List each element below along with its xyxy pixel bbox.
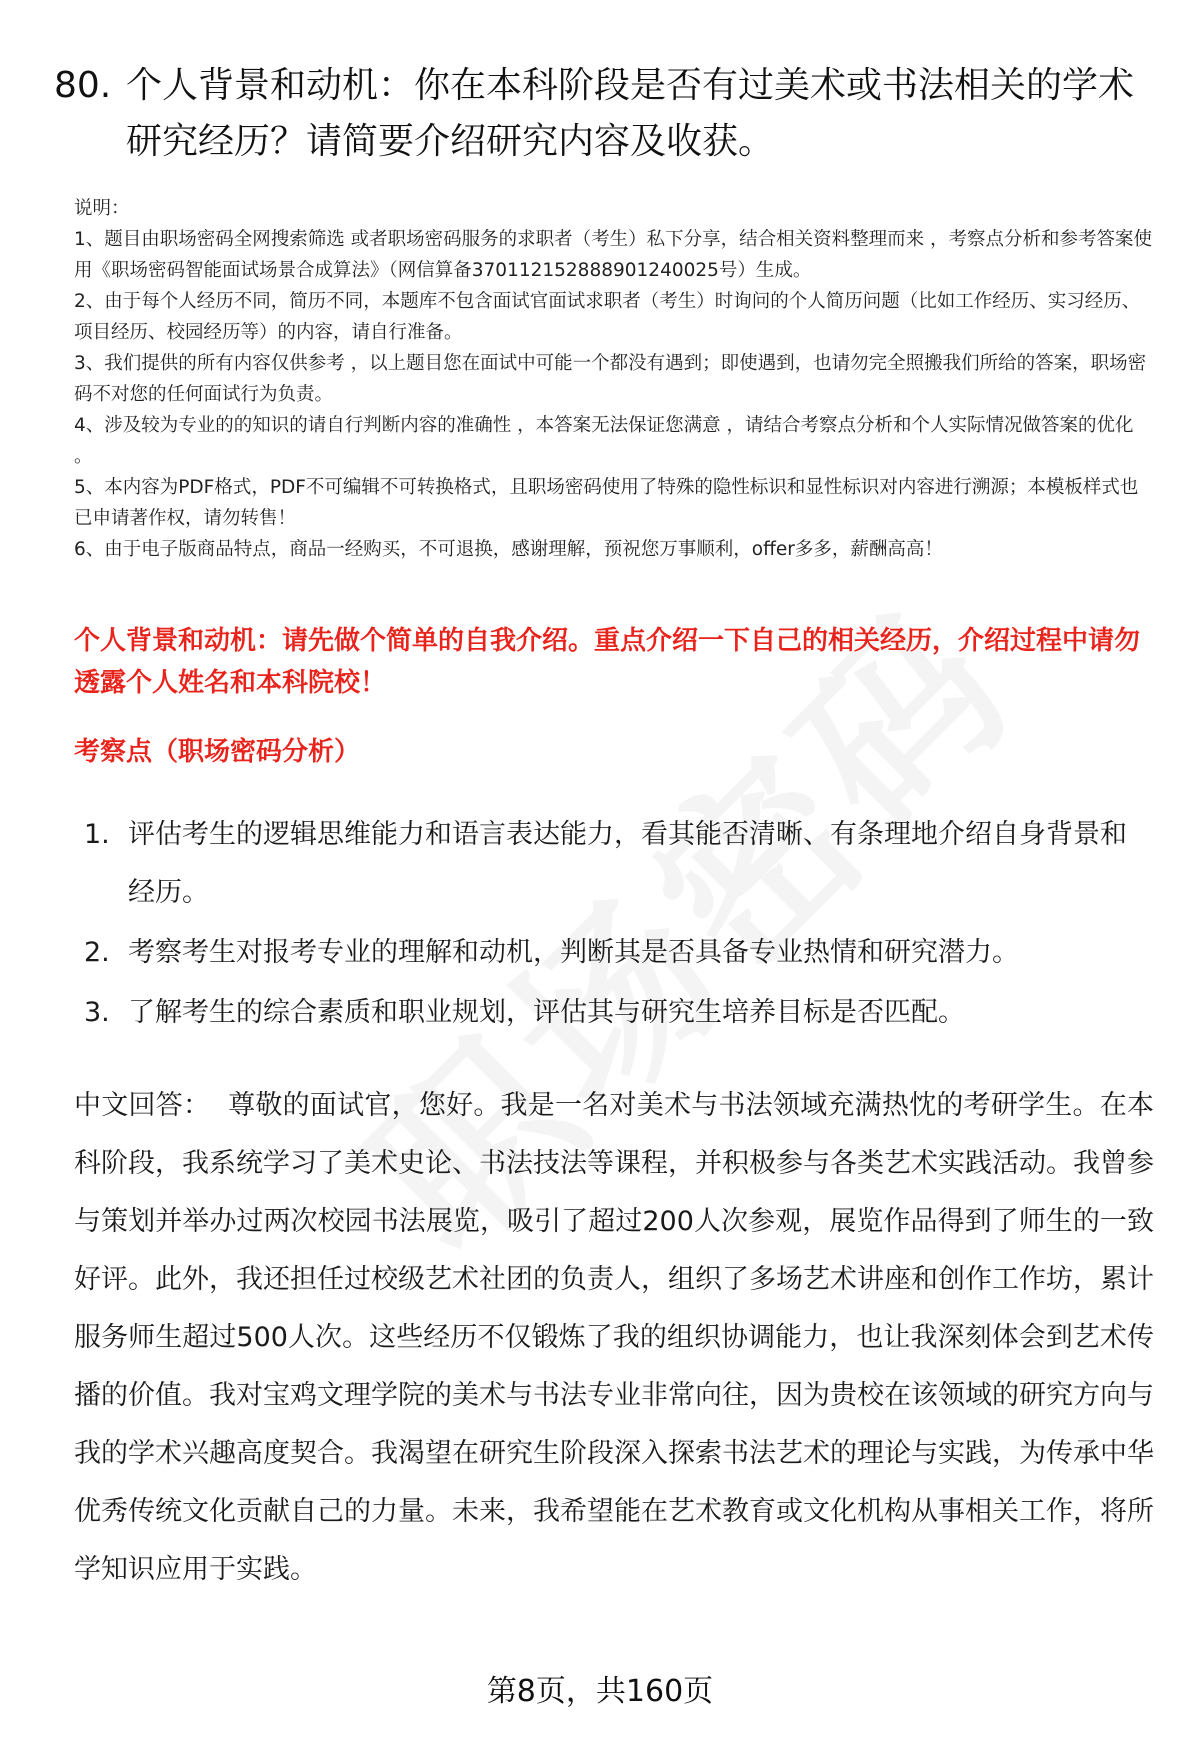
question-heading [54,58,1154,170]
analysis-point [84,806,1164,922]
analysis-point [84,924,1164,982]
note-item-3: 3、我们提供的所有内容仅供参考 ，以上题目您在面试中可能一个都没有遇到；即使遇到，也请勿完全照搬我们所给的答案，职场密码不对您的任何面试行为负责。 [74,353,1147,405]
answer-label: 中文回答： [74,1090,211,1121]
point-text: 了解考生的综合素质和职业规划，评估其与研究生培养目标是否匹配。 [128,997,965,1028]
point-number: 3. [84,997,110,1028]
answer-text: 尊敬的面试官，您好。我是一名对美术与书法领域充满热忱的考研学生。在本科阶段，我系统学习了美术史论、书法技法等课程，并积极参与各类艺术实践活动。我曾参与策划并举办过两次校园书法展览，吸引了超过200人次参观，展览作品得到了师生的一致好评。此外，我还担任过校级艺术社团的负责人，组织了多场艺术讲座和创作工作坊，累计服务师生超过500人次。这些经历不仅锻炼了我的组织协调能力，也让我深刻体会到艺术传播的价值。我对宝鸡文理学院的美术与书法专业非常向往，因为贵校在该领域的研究方向与我的学术兴趣高度契合。我渴望在研究生阶段深入探索书法艺术的理论与实践，为传承中华优秀传统文化贡献自己的力量。未来，我希望能在艺术教育或文化机构从事相关工作，将所学知识应用于实践。 [74,1090,1155,1585]
note-item-2: 2、由于每个人经历不同，简历不同，本题库不包含面试官面试求职者（考生）时询问的个人简历问题（比如工作经历、实习经历、项目经历、校园经历等）的内容，请自行准备。 [74,291,1141,343]
point-number: 1. [84,819,110,850]
analysis-title: 考察点（职场密码分析） [74,737,361,767]
note-item-5: 5、本内容为PDF格式，PDF不可编辑不可转换格式，且职场密码使用了特殊的隐性标识和显性标识对内容进行溯源；本模板样式也已申请著作权，请勿转售！ [74,477,1139,529]
page-footer: 第8页，共160页 [486,1674,714,1709]
note-item-1: 1、题目由职场密码全网搜索筛选 或者职场密码服务的求职者（考生）私下分享，结合相关资料整理而来 ，考察点分析和参考答案使用《职场密码智能面试场景合成算法》（网信算备370112152888901240025号）生成。 [74,229,1153,281]
point-text: 考察考生对报考专业的理解和动机，判断其是否具备专业热情和研究潜力。 [128,937,1019,968]
notes-section [74,193,1154,565]
answer-section [74,1077,1154,1599]
point-number: 2. [84,937,110,968]
question-number: 80. [54,65,112,106]
point-text: 评估考生的逻辑思维能力和语言表达能力，看其能否清晰、有条理地介绍自身背景和经历。 [128,819,1127,908]
note-item-4: 4、涉及较为专业的的知识的请自行判断内容的准确性 ，本答案无法保证您满意 ，请结合考察点分析和个人实际情况做答案的优化 。 [74,415,1134,467]
intro-instruction: 个人背景和动机：请先做个简单的自我介绍。重点介绍一下自己的相关经历，介绍过程中请勿透露个人姓名和本科院校！ [74,626,1141,698]
question-text: 个人背景和动机：你在本科阶段是否有过美术或书法相关的学术研究经历？请简要介绍研究内容及收获。 [126,65,1135,162]
note-item-6: 6、由于电子版商品特点，商品一经购买，不可退换，感谢理解，预祝您万事顺利，offer多多，薪酬高高！ [74,539,943,560]
analysis-point [84,984,1164,1042]
analysis-points [84,806,1164,1044]
notes-title: 说明： [74,198,130,219]
